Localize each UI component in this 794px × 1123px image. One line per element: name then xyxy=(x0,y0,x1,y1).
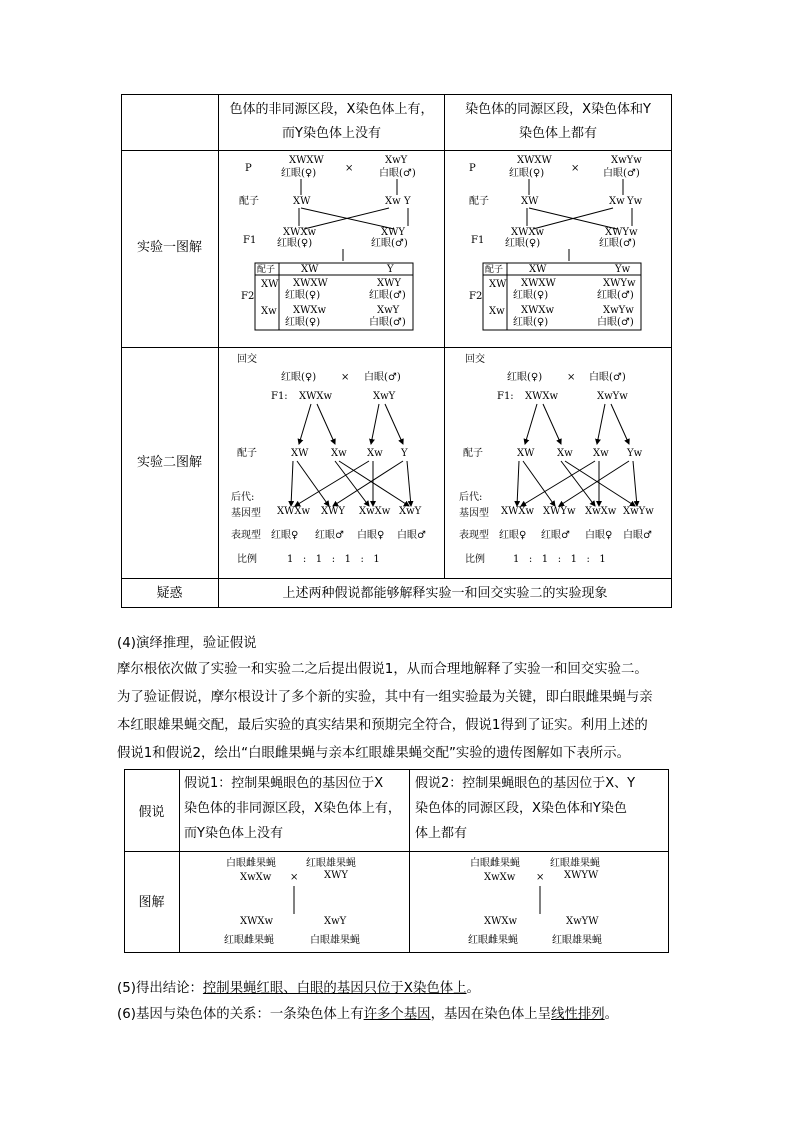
section5-prefix: (5)得出结论： xyxy=(117,981,203,996)
label-P: P xyxy=(469,163,476,174)
hypothesis1-diagram xyxy=(180,852,409,952)
hypothesis2-diagram xyxy=(410,852,668,952)
grid-row2: Xw xyxy=(261,306,277,317)
gamete-label: 配子 xyxy=(469,196,489,207)
section4-line1: 摩尔根依次做了实验一和实验二之后提出假说1，从而合理地解释了实验一和回交实验二。 xyxy=(117,662,648,677)
genotype-label: 基因型 xyxy=(459,508,489,519)
f1-male-genotype: XWY xyxy=(381,227,405,238)
offspring-2: XWY xyxy=(321,506,345,517)
grid-row2: Xw xyxy=(489,306,505,317)
male-genotype: XwYw xyxy=(611,155,642,166)
grid-c11: XWXW xyxy=(521,278,556,289)
section6-suffix: 。 xyxy=(604,1007,619,1022)
male-phenotype: 白眼(♂) xyxy=(603,168,640,179)
grid-col1: XW xyxy=(529,264,547,275)
hyp2-line1: 假说2：控制果蝇眼色的基因位于X、Y xyxy=(415,776,636,791)
row-label-hypothesis: 假说 xyxy=(138,805,165,820)
backcross-title: 回交 xyxy=(465,354,485,365)
cross-symbol: × xyxy=(345,163,354,174)
male-genotype: XWYW xyxy=(564,870,599,881)
section5 xyxy=(117,975,677,1003)
gamete-1: XW xyxy=(521,196,539,207)
offspring-3: XwXw xyxy=(585,506,617,517)
section4-line2: 为了验证假说，摩尔根设计了多个新的实验，其中有一组实验最为关键，即白眼雌果蝇与亲 xyxy=(117,690,653,705)
f1-male: XwY xyxy=(373,391,396,402)
grid-c12: XWY xyxy=(377,278,401,289)
grid-col2: Y xyxy=(387,264,394,275)
label-P: P xyxy=(245,163,252,174)
red-eye-female: 红眼(♀) xyxy=(507,372,543,383)
cross-symbol: × xyxy=(571,163,580,174)
cross-symbol: × xyxy=(567,372,576,383)
f1-male-phenotype: 红眼(♂) xyxy=(599,238,636,249)
gamete-label: 配子 xyxy=(239,196,259,207)
white-eye-male: 白眼(♂) xyxy=(589,372,626,383)
pheno-3: 白眼♀ xyxy=(585,530,613,541)
table-genetic-experiments xyxy=(121,94,672,608)
female-label: 白眼雌果蝇 xyxy=(470,858,520,869)
ratio: 1 : 1 : 1 : 1 xyxy=(287,554,380,565)
gamete-label: 配子 xyxy=(237,448,257,459)
gamete-3: Yw xyxy=(627,196,643,207)
table-hypotheses xyxy=(124,769,669,953)
section6 xyxy=(117,1001,677,1029)
backcross-title: 回交 xyxy=(237,354,257,365)
offspring-label: 后代: xyxy=(231,492,255,503)
grid-c21: XWXw xyxy=(521,305,555,316)
offspring-2-phenotype: 白眼雄果蝇 xyxy=(310,935,360,946)
female-label: 白眼雌果蝇 xyxy=(226,858,276,869)
section5-answer: 控制果蝇红眼、白眼的基因只位于X染色体上 xyxy=(202,981,467,996)
header-left-line2: 而Y染色体上没有 xyxy=(282,126,381,141)
cross-symbol: × xyxy=(341,372,350,383)
grid-c11: XWXW xyxy=(293,278,328,289)
section4-heading: (4)演绎推理，验证假说 xyxy=(117,636,257,651)
label-F1: F1: xyxy=(497,391,514,402)
grid-c12: XWYw xyxy=(603,278,636,289)
gamete-1: XW xyxy=(291,448,309,459)
hyp2-line3: 体上都有 xyxy=(415,826,468,841)
grid-c12p: 红眼(♂) xyxy=(369,290,406,301)
ratio-label: 比例 xyxy=(465,554,485,565)
grid-c11p: 红眼(♀) xyxy=(285,290,321,301)
row-label-doubt: 疑惑 xyxy=(156,586,183,601)
experiment1-right-diagram xyxy=(445,151,671,347)
gamete-2: Xw xyxy=(385,196,401,207)
offspring-3: XwXw xyxy=(359,506,391,517)
f1-male-genotype: XWYw xyxy=(605,227,638,238)
grid-corner: 配子 xyxy=(257,265,276,275)
grid-c21: XWXw xyxy=(293,305,327,316)
f1-female-phenotype: 红眼(♀) xyxy=(505,238,541,249)
genotype-label: 基因型 xyxy=(231,508,261,519)
header-right-line2: 染色体上都有 xyxy=(518,126,597,141)
female-phenotype: 红眼(♀) xyxy=(281,168,317,179)
male-label: 红眼雄果蝇 xyxy=(550,858,600,869)
gamete-2: Xw xyxy=(331,448,347,459)
ratio-label: 比例 xyxy=(237,554,257,565)
row-label-experiment2: 实验二图解 xyxy=(136,455,202,470)
offspring-2: XwYW xyxy=(566,916,599,927)
experiment2-left-diagram xyxy=(219,348,444,578)
gamete-2: Xw xyxy=(557,448,573,459)
label-F2: F2 xyxy=(469,291,483,302)
female-genotype: XwXw xyxy=(484,872,516,883)
phenotype-label: 表现型 xyxy=(231,530,261,541)
f1-female-phenotype: 红眼(♀) xyxy=(277,238,313,249)
phenotype-label: 表现型 xyxy=(459,530,489,541)
male-genotype: XWY xyxy=(324,870,348,881)
grid-c22p: 白眼(♂) xyxy=(597,317,634,328)
label-F2: F2 xyxy=(241,291,255,302)
offspring-2-phenotype: 红眼雄果蝇 xyxy=(552,935,602,946)
experiment1-left-diagram xyxy=(219,151,444,347)
grid-row1: XW xyxy=(489,279,507,290)
ratio: 1 : 1 : 1 : 1 xyxy=(513,554,606,565)
offspring-1: XWXw xyxy=(240,916,274,927)
offspring-2: XWYw xyxy=(543,506,576,517)
gamete-2: Xw xyxy=(609,196,625,207)
grid-c22p: 白眼(♂) xyxy=(369,317,406,328)
pheno-1: 红眼♀ xyxy=(271,530,299,541)
f1-male: XwYw xyxy=(597,391,628,402)
hyp1-line3: 而Y染色体上没有 xyxy=(184,826,283,841)
section4-line4: 假说1和假说2，绘出“白眼雌果蝇与亲本红眼雄果蝇交配”实验的遗传图解如下表所示。 xyxy=(117,746,630,761)
section5-suffix: 。 xyxy=(466,981,480,996)
f1-female-genotype: XWXw xyxy=(511,227,545,238)
grid-col1: XW xyxy=(301,264,319,275)
grid-c21p: 红眼(♀) xyxy=(513,317,549,328)
gamete-1: XW xyxy=(517,448,535,459)
section6-mid: ，基因在染色体上呈 xyxy=(430,1007,552,1022)
hyp1-line1: 假说1：控制果蝇眼色的基因位于X xyxy=(184,776,384,791)
offspring-4: XwY xyxy=(399,506,422,517)
section6-answer1: 许多个基因 xyxy=(363,1007,431,1022)
gamete-3: Xw xyxy=(593,448,609,459)
grid-c11p: 红眼(♀) xyxy=(513,290,549,301)
hyp1-line2: 染色体的非同源区段，X染色体上有， xyxy=(184,801,401,816)
male-phenotype: 白眼(♂) xyxy=(379,168,416,179)
gamete-4: Y xyxy=(401,448,408,459)
section6-prefix: (6)基因与染色体的关系：一条染色体上有 xyxy=(117,1007,364,1022)
gamete-4: Yw xyxy=(627,448,643,459)
offspring-label: 后代: xyxy=(459,492,483,503)
pheno-4: 白眼♂ xyxy=(623,530,652,541)
pheno-3: 白眼♀ xyxy=(357,530,385,541)
offspring-1: XWXw xyxy=(277,506,311,517)
grid-c21p: 红眼(♀) xyxy=(285,317,321,328)
section4-line3: 本红眼雄果蝇交配，最后实验的真实结果和预期完全符合，假说1得到了证实。利用上述的 xyxy=(117,718,648,733)
label-F1: F1 xyxy=(471,235,485,246)
header-left-line1: 色体的非同源区段，X染色体上有， xyxy=(229,102,434,117)
pheno-4: 白眼♂ xyxy=(397,530,426,541)
male-genotype: XwY xyxy=(385,155,408,166)
pheno-2: 红眼♂ xyxy=(315,530,344,541)
white-eye-male: 白眼(♂) xyxy=(364,372,401,383)
pheno-1: 红眼♀ xyxy=(499,530,527,541)
gamete-3: Y xyxy=(404,196,411,207)
female-phenotype: 红眼(♀) xyxy=(509,168,545,179)
f1-female: XWXw xyxy=(525,391,559,402)
grid-row1: XW xyxy=(261,279,279,290)
offspring-2: XwY xyxy=(324,916,347,927)
label-F1: F1 xyxy=(243,235,257,246)
grid-corner: 配子 xyxy=(485,265,504,275)
female-genotype: XWXW xyxy=(517,155,552,166)
f1-female-genotype: XWXw xyxy=(283,227,317,238)
offspring-1: XWXw xyxy=(484,916,518,927)
doubt-text: 上述两种假说都能够解释实验一和回交实验二的实验现象 xyxy=(282,586,608,601)
row-label-experiment1: 实验一图解 xyxy=(136,240,202,255)
gamete-label: 配子 xyxy=(463,448,483,459)
cross-symbol: × xyxy=(290,872,299,883)
section6-answer2: 线性排列 xyxy=(551,1007,605,1022)
grid-c22: XwY xyxy=(377,305,400,316)
red-eye-female: 红眼(♀) xyxy=(281,372,317,383)
offspring-4: XwYw xyxy=(623,506,654,517)
offspring-1: XWXw xyxy=(501,506,535,517)
grid-c12p: 红眼(♂) xyxy=(597,290,634,301)
female-genotype: XwXw xyxy=(240,872,272,883)
offspring-1-phenotype: 红眼雌果蝇 xyxy=(468,935,518,946)
hyp2-line2: 染色体的同源区段，X染色体和Y染色 xyxy=(415,801,627,816)
label-F1: F1: xyxy=(271,391,288,402)
female-genotype: XWXW xyxy=(289,155,324,166)
header-right-line1: 染色体的同源区段，X染色体和Y xyxy=(465,102,651,117)
grid-c22: XwYw xyxy=(603,305,634,316)
gamete-1: XW xyxy=(293,196,311,207)
offspring-1-phenotype: 红眼雌果蝇 xyxy=(224,935,274,946)
male-label: 红眼雄果蝇 xyxy=(306,858,356,869)
f1-female: XWXw xyxy=(299,391,333,402)
gamete-3: Xw xyxy=(367,448,383,459)
pheno-2: 红眼♂ xyxy=(541,530,570,541)
grid-col2: Yw xyxy=(615,264,631,275)
experiment2-right-diagram xyxy=(445,348,671,578)
cross-symbol: × xyxy=(536,872,545,883)
f1-male-phenotype: 红眼(♂) xyxy=(371,238,408,249)
row-label-diagram: 图解 xyxy=(138,895,165,910)
